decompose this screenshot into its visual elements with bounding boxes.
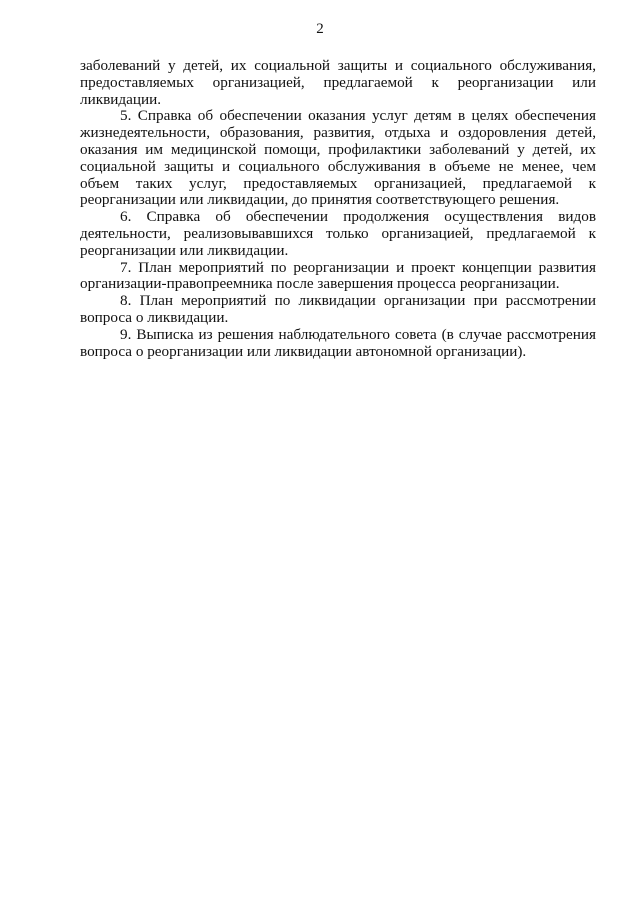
paragraph-item-8: 8. План мероприятий по ликвидации организации при рассмотрении вопроса о ликвидации. <box>80 292 596 326</box>
paragraph-item-9: 9. Выписка из решения наблюдательного совета (в случае рассмотрения вопроса о реорганизации или ликвидации автономной организации). <box>80 325 596 360</box>
paragraph-continuation: заболеваний у детей, их социальной защиты и социального обслуживания, предоставляемых организацией, предлагаемой к реорганизации или ликвидации. <box>80 57 596 108</box>
document-body <box>80 58 596 360</box>
paragraph-item-7: 7. План мероприятий по реорганизации и проект концепции развития организации-правопреемника после завершения процесса реорганизации. <box>80 258 596 293</box>
paragraph-item-6: 6. Справка об обеспечении продолжения осуществления видов деятельности, реализовывавшихся только организацией, предлагаемой к реорганизации или ликвидации. <box>80 208 596 259</box>
paragraph-item-5: 5. Справка об обеспечении оказания услуг детям в целях обеспечения жизнедеятельности, образования, развития, отдыха и оздоровления детей, оказания им медицинской помощи, профилактики заболеваний у детей, их социальной защиты и социального обслуживания в объеме не менее, чем объем таких услуг, предоставляемых организацией, предлагаемой к реорганизации или ликвидации, до принятия соответствующего решения. <box>80 107 596 209</box>
page-number: 2 <box>316 21 324 37</box>
